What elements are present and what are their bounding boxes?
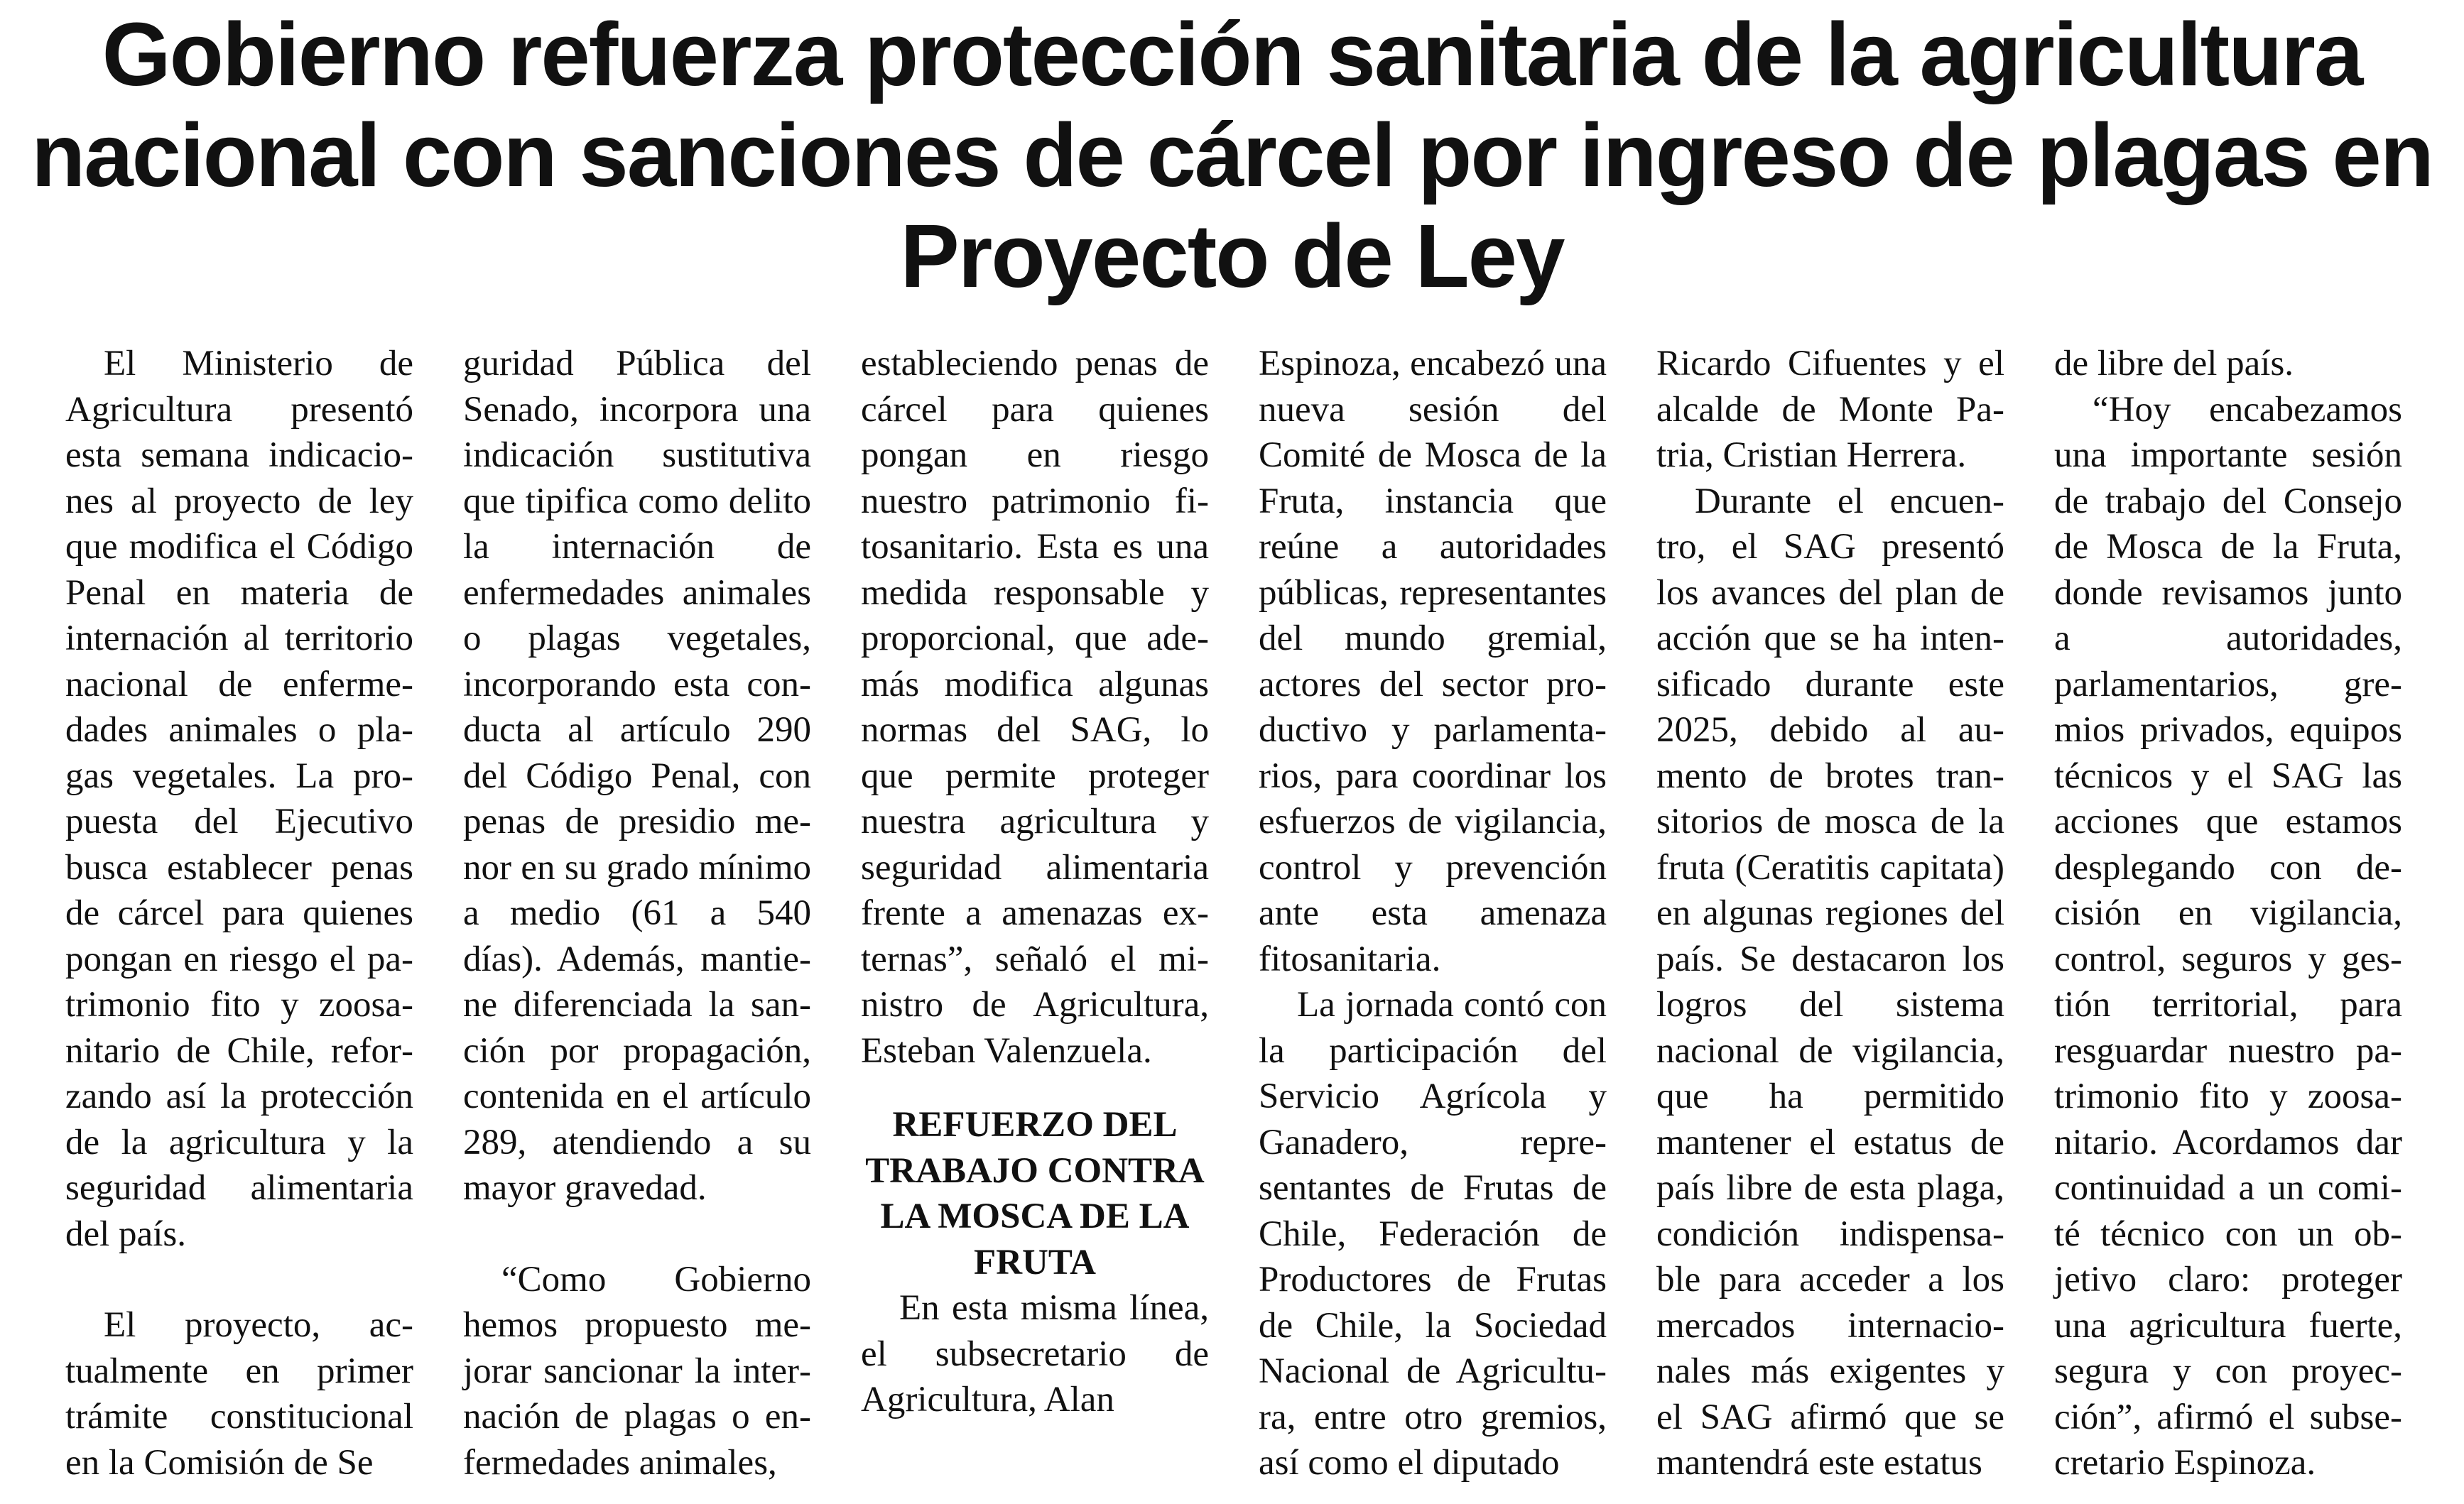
headline-line-1: Gobierno refuerza protección sanitaria de la agricultura	[102, 4, 2362, 104]
headline	[12, 4, 2451, 307]
paragraph: guridad Pública del Senado, incorpora una indicación sustitutiva que tipifica como delito la internación de enfermedades animales o plagas vegetales, incorporando esta conducta al artículo 290 del Código Penal, con penas de presidio menor en su grado mínimo a medio (61 a 540 días). Además, mantiene diferenciada la sanción por propagación, contenida en el artículo 289, atendiendo a su mayor gravedad.	[463, 344, 811, 1208]
column-1	[65, 341, 413, 1498]
column-2	[463, 341, 811, 1498]
paragraph: “Como Gobierno hemos propuesto mejorar sancionar la internación de plagas o enfermedades animales,	[463, 1259, 811, 1483]
paragraph: Durante el encuentro, el SAG presentó los avances del plan de acción que se ha intensificado durante este 2025, debido al aumento de brotes transitorios de mosca de la fruta (Ceratitis capitata) en algunas regiones del país. Se destacaron los logros del sistema nacional de vigilancia, que ha permitido mantener el estatus de país libre de esta plaga, condición indispensable para acceder a los mercados internacionales más exigentes y el SAG afirmó que se mantendrá este estatus	[1656, 481, 2004, 1483]
section-subheading: REFUERZO DEL TRABAJO CONTRA LA MOSCA DE LA FRUTA	[865, 1105, 1205, 1282]
paragraph: El proyecto, actualmente en primer trámite constitucional en la Comisión de Se	[65, 1305, 413, 1483]
paragraph: El Ministerio de Agricultura presentó esta semana indicaciones al proyecto de ley que modifica el Código Penal en materia de internación al territorio nacional de enfermedades animales o plagas vegetales. La propuesta del Ejecutivo busca establecer penas de cárcel para quienes pongan en riesgo el patrimonio fito y zoosanitario de Chile, reforzando así la protección de la agricultura y la seguridad alimentaria del país.	[65, 344, 413, 1254]
paragraph: Ricardo Cifuentes y el alcalde de Monte Patria, Cristian Herrera.	[1656, 344, 2004, 475]
column-4	[1259, 341, 1607, 1498]
headline-line-2: nacional con sanciones de cárcel por ingreso de plagas en	[31, 105, 2433, 205]
article-columns	[65, 341, 2402, 1498]
paragraph: La jornada contó con la participación del Servicio Agrícola y Ganadero, representantes de Frutas de Chile, Federación de Productores de Frutas de Chile, la Sociedad Nacional de Agricultura, entre otro gremios, así como el diputado	[1259, 985, 1607, 1483]
column-3	[861, 341, 1209, 1498]
headline-line-3: Proyecto de Ley	[900, 206, 1564, 306]
paragraph: Espinoza, encabezó una nueva sesión del Comité de Mosca de la Fruta, instancia que reúne a autoridades públicas, representantes del mundo gremial, actores del sector productivo y parlamentarios, para coordinar los esfuerzos de vigilancia, control y prevención ante esta amenaza fitosanitaria.	[1259, 344, 1607, 979]
paragraph: estableciendo penas de cárcel para quienes pongan en riesgo nuestro patrimonio fitosanitario. Esta es una medida responsable y proporcional, que además modifica algunas normas del SAG, lo que permite proteger nuestra agricultura y seguridad alimentaria frente a amenazas externas”, señaló el ministro de Agricultura, Esteban Valenzuela.	[861, 344, 1209, 1071]
paragraph: “Hoy encabezamos una importante sesión de trabajo del Consejo de Mosca de la Fruta, donde revisamos junto a autoridades, parlamentarios, gremios privados, equipos técnicos y el SAG las acciones que estamos desplegando con decisión en vigilancia, control, seguros y gestión territorial, para resguardar nuestro patrimonio fito y zoosanitario. Acordamos dar continuidad a un comité técnico con un objetivo claro: proteger una agricultura fuerte, segura y con proyección”, afirmó el subsecretario Espinoza.	[2054, 389, 2402, 1483]
paragraph: de libre del país.	[2054, 344, 2294, 383]
column-6	[2054, 341, 2402, 1498]
paragraph: En esta misma línea, el subsecretario de Agricultura, Alan	[861, 1288, 1209, 1419]
column-5	[1656, 341, 2004, 1498]
